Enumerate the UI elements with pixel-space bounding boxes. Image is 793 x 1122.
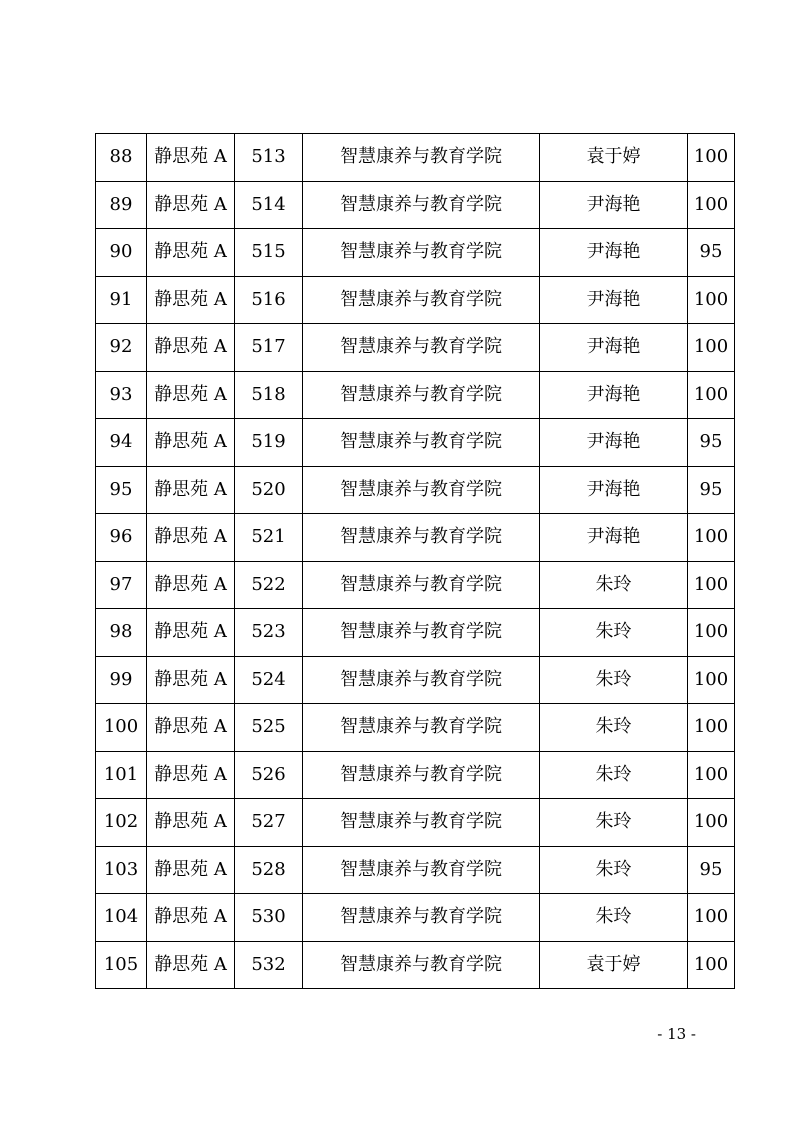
row-number-cell: 104 <box>96 894 147 942</box>
college-cell: 智慧康养与教育学院 <box>303 276 540 324</box>
row-number-cell: 105 <box>96 941 147 989</box>
college-cell: 智慧康养与教育学院 <box>303 466 540 514</box>
row-number-cell: 96 <box>96 514 147 562</box>
room-cell: 523 <box>235 609 303 657</box>
table-row <box>96 941 735 989</box>
row-number-cell: 103 <box>96 846 147 894</box>
row-number-cell: 100 <box>96 704 147 752</box>
college-cell: 智慧康养与教育学院 <box>303 656 540 704</box>
table-row <box>96 704 735 752</box>
table-row <box>96 229 735 277</box>
row-number-cell: 92 <box>96 324 147 372</box>
person-in-charge-cell: 朱玲 <box>540 799 688 847</box>
building-cell: 静思苑 A <box>147 894 235 942</box>
score-cell: 100 <box>688 324 735 372</box>
college-cell: 智慧康养与教育学院 <box>303 609 540 657</box>
score-cell: 95 <box>688 846 735 894</box>
building-cell: 静思苑 A <box>147 846 235 894</box>
room-cell: 520 <box>235 466 303 514</box>
person-in-charge-cell: 尹海艳 <box>540 324 688 372</box>
score-cell: 100 <box>688 941 735 989</box>
table-row <box>96 276 735 324</box>
row-number-cell: 95 <box>96 466 147 514</box>
row-number-cell: 91 <box>96 276 147 324</box>
person-in-charge-cell: 尹海艳 <box>540 419 688 467</box>
room-cell: 525 <box>235 704 303 752</box>
college-cell: 智慧康养与教育学院 <box>303 419 540 467</box>
college-cell: 智慧康养与教育学院 <box>303 229 540 277</box>
person-in-charge-cell: 尹海艳 <box>540 514 688 562</box>
table-row <box>96 419 735 467</box>
building-cell: 静思苑 A <box>147 561 235 609</box>
room-cell: 519 <box>235 419 303 467</box>
room-cell: 526 <box>235 751 303 799</box>
college-cell: 智慧康养与教育学院 <box>303 894 540 942</box>
table-row <box>96 609 735 657</box>
person-in-charge-cell: 尹海艳 <box>540 371 688 419</box>
person-in-charge-cell: 朱玲 <box>540 561 688 609</box>
table-row <box>96 656 735 704</box>
person-in-charge-cell: 朱玲 <box>540 656 688 704</box>
college-cell: 智慧康养与教育学院 <box>303 134 540 182</box>
building-cell: 静思苑 A <box>147 229 235 277</box>
room-cell: 517 <box>235 324 303 372</box>
room-cell: 524 <box>235 656 303 704</box>
building-cell: 静思苑 A <box>147 466 235 514</box>
table-row <box>96 466 735 514</box>
row-number-cell: 90 <box>96 229 147 277</box>
score-cell: 95 <box>688 419 735 467</box>
college-cell: 智慧康养与教育学院 <box>303 324 540 372</box>
score-cell: 100 <box>688 181 735 229</box>
person-in-charge-cell: 朱玲 <box>540 609 688 657</box>
room-cell: 530 <box>235 894 303 942</box>
college-cell: 智慧康养与教育学院 <box>303 371 540 419</box>
table-row <box>96 371 735 419</box>
score-cell: 100 <box>688 751 735 799</box>
table-row <box>96 751 735 799</box>
score-cell: 95 <box>688 229 735 277</box>
row-number-cell: 94 <box>96 419 147 467</box>
table-row <box>96 134 735 182</box>
college-cell: 智慧康养与教育学院 <box>303 846 540 894</box>
page-number <box>0 1025 793 1043</box>
row-number-cell: 88 <box>96 134 147 182</box>
room-cell: 522 <box>235 561 303 609</box>
room-cell: 513 <box>235 134 303 182</box>
building-cell: 静思苑 A <box>147 704 235 752</box>
dormitory-score-table <box>95 133 735 989</box>
table-row <box>96 894 735 942</box>
room-cell: 514 <box>235 181 303 229</box>
score-cell: 100 <box>688 656 735 704</box>
college-cell: 智慧康养与教育学院 <box>303 514 540 562</box>
building-cell: 静思苑 A <box>147 134 235 182</box>
building-cell: 静思苑 A <box>147 941 235 989</box>
building-cell: 静思苑 A <box>147 181 235 229</box>
score-cell: 100 <box>688 894 735 942</box>
score-cell: 95 <box>688 466 735 514</box>
building-cell: 静思苑 A <box>147 751 235 799</box>
room-cell: 518 <box>235 371 303 419</box>
person-in-charge-cell: 朱玲 <box>540 894 688 942</box>
building-cell: 静思苑 A <box>147 656 235 704</box>
college-cell: 智慧康养与教育学院 <box>303 751 540 799</box>
row-number-cell: 93 <box>96 371 147 419</box>
row-number-cell: 101 <box>96 751 147 799</box>
person-in-charge-cell: 朱玲 <box>540 704 688 752</box>
score-cell: 100 <box>688 371 735 419</box>
college-cell: 智慧康养与教育学院 <box>303 941 540 989</box>
score-cell: 100 <box>688 609 735 657</box>
person-in-charge-cell: 袁于婷 <box>540 941 688 989</box>
score-cell: 100 <box>688 134 735 182</box>
score-cell: 100 <box>688 561 735 609</box>
person-in-charge-cell: 尹海艳 <box>540 181 688 229</box>
building-cell: 静思苑 A <box>147 324 235 372</box>
room-cell: 528 <box>235 846 303 894</box>
building-cell: 静思苑 A <box>147 799 235 847</box>
college-cell: 智慧康养与教育学院 <box>303 704 540 752</box>
room-cell: 515 <box>235 229 303 277</box>
room-cell: 532 <box>235 941 303 989</box>
room-cell: 516 <box>235 276 303 324</box>
person-in-charge-cell: 尹海艳 <box>540 229 688 277</box>
room-cell: 521 <box>235 514 303 562</box>
table-row <box>96 324 735 372</box>
person-in-charge-cell: 朱玲 <box>540 846 688 894</box>
room-cell: 527 <box>235 799 303 847</box>
table-row <box>96 561 735 609</box>
table-row <box>96 514 735 562</box>
table-row <box>96 799 735 847</box>
building-cell: 静思苑 A <box>147 609 235 657</box>
building-cell: 静思苑 A <box>147 371 235 419</box>
page-number-text: - 13 - <box>657 1025 696 1043</box>
score-cell: 100 <box>688 704 735 752</box>
table-row <box>96 846 735 894</box>
building-cell: 静思苑 A <box>147 514 235 562</box>
college-cell: 智慧康养与教育学院 <box>303 181 540 229</box>
table-row <box>96 181 735 229</box>
person-in-charge-cell: 尹海艳 <box>540 276 688 324</box>
person-in-charge-cell: 尹海艳 <box>540 466 688 514</box>
person-in-charge-cell: 朱玲 <box>540 751 688 799</box>
building-cell: 静思苑 A <box>147 419 235 467</box>
row-number-cell: 98 <box>96 609 147 657</box>
score-cell: 100 <box>688 799 735 847</box>
building-cell: 静思苑 A <box>147 276 235 324</box>
row-number-cell: 99 <box>96 656 147 704</box>
college-cell: 智慧康养与教育学院 <box>303 561 540 609</box>
score-cell: 100 <box>688 276 735 324</box>
row-number-cell: 89 <box>96 181 147 229</box>
person-in-charge-cell: 袁于婷 <box>540 134 688 182</box>
score-cell: 100 <box>688 514 735 562</box>
college-cell: 智慧康养与教育学院 <box>303 799 540 847</box>
row-number-cell: 102 <box>96 799 147 847</box>
table-body <box>96 134 735 989</box>
row-number-cell: 97 <box>96 561 147 609</box>
